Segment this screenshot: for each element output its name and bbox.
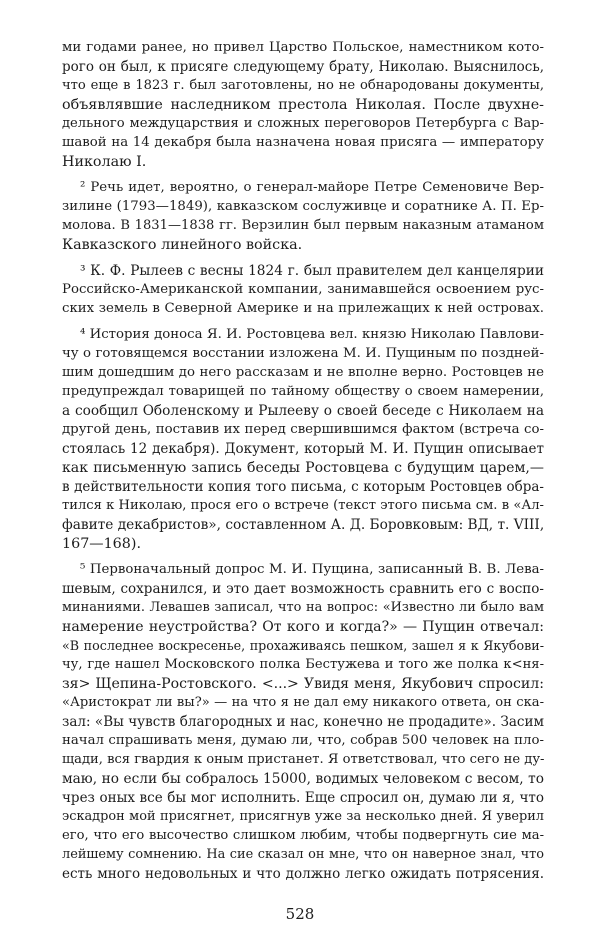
text-line: шим дошедшим до него рассказам и не вполне верно. Ростовцев не [62, 365, 544, 380]
text-line: молова. В 1831—1838 гг. Верзилин был первым наказным атаманом [62, 218, 544, 233]
page-number: 528 [285, 905, 315, 923]
text-line: фавите декабристов», составленном А. Д. Боровковым: ВД, т. VIII, [62, 517, 545, 533]
text-line: «В последнее воскресенье, прохаживаясь пешком, зашел я к Якубови- [62, 638, 544, 653]
text-line: лейшему сомнению. На сие сказал он мне, что он наверное знал, что [62, 847, 544, 862]
text-line: объявлявшие наследником престола Николая. После двухне- [62, 97, 544, 113]
text-line: что еще в 1823 г. был заготовлены, но не обнародованы документы, [62, 78, 544, 93]
text-line: 167—168). [62, 536, 141, 552]
footnote-5-line: ⁵ Первоначальный допрос М. И. Пущина, записанный В. В. Лева- [80, 562, 544, 577]
text-line: стоялась 12 декабря). Документ, который М. И. Пущин описывает [62, 441, 544, 457]
text-line: зя> Щепина-Ростовского. <...> Увидя меня, Якубович спросил: [62, 676, 544, 692]
text-line: ских земель в Северной Америке и на прилежащих к ней островах. [62, 301, 544, 316]
text-line: зилине (1793—1849), кавказском сослуживце и соратнике А. П. Ер- [62, 199, 544, 214]
text-line: шевым, сохранился, и это дает возможность сравнить его с воспо- [62, 581, 544, 597]
text-line: чу о готовящемся восстании изложена М. И. Пущиным по поздней- [62, 346, 544, 361]
text-line: «Аристократ ли вы?» — на что я не дал ему никакого ответа, он ска- [62, 695, 544, 710]
text-line: а сообщил Оболенскому и Рылееву о своей беседе с Николаем на [62, 403, 544, 419]
text-line: щади, вся гвардия к оным пристанет. Я ответствовал, что сего не ду- [62, 752, 545, 767]
text-line: дельного междуцарствия и сложных переговоров Петербурга с Вар- [62, 116, 544, 131]
text-line: Российско-Американской компании, занимавшейся освоением рус- [62, 282, 544, 297]
text-line: Николаю I. [62, 154, 147, 170]
text-line: начал спрашивать меня, думаю ли, что, собрав 500 человек на пло- [62, 733, 544, 748]
text-line: эскадрон мой присягнет, присягнув уже за несколько дней. Я уверил [62, 809, 544, 824]
text-line: рого он был, к присяге следующему брату, Николаю. Выяснилось, [62, 59, 544, 75]
text-line: шавой на 14 декабря была назначена новая присяга — императору [62, 135, 544, 150]
text-line: как письменную запись беседы Ростовцева с будущим царем,— [62, 460, 544, 476]
text-line: минаниями. Левашев записал, что на вопрос: «Известно ли было вам [62, 600, 544, 615]
text-line: маю, но если бы собралось 15000, водимых человеком с весом, то [62, 771, 544, 787]
text-line: другой день, поставив их перед свершившимся фактом (встреча со- [62, 422, 544, 437]
text-line: его, что его высочество слишком любим, чтобы подвергнуть сие ма- [62, 828, 544, 843]
footnote-2-line: ² Речь идет, вероятно, о генерал-майоре Петре Семеновиче Вер- [80, 180, 544, 195]
text-line: тился к Николаю, прося его о встрече (текст этого письма см. в «Ал- [62, 498, 544, 513]
text-line: в действительности копия того письма, с которым Ростовцев обра- [62, 479, 544, 495]
text-line: зал: «Вы чувств благородных и нас, конечно не продадите». Засим [62, 714, 544, 730]
text-line: предупреждал товарищей по тайному обществу о своем намерении, [62, 384, 544, 399]
footnote-4-line: ⁴ История доноса Я. И. Ростовцева вел. князю Николаю Павлови- [80, 327, 544, 342]
footnote-3-line: ³ К. Ф. Рылеев с весны 1824 г. был правителем дел канцелярии [80, 263, 544, 279]
text-line: чу, где нашел Московского полка Бестужева и того же полка к<ня- [62, 657, 544, 672]
text-line: чрез оных все бы мог исполнить. Еще спросил он, думаю ли я, что [62, 790, 544, 806]
text-line: есть много недовольных и что должно легко ожидать потрясения. [62, 866, 544, 882]
text-line: Кавказского линейного войска. [62, 237, 303, 253]
text-line: намерение неустройства? От кого и когда?» — Пущин отвечал: [62, 619, 544, 635]
text-line: ми годами ранее, но привел Царство Польское, наместником кото- [62, 40, 544, 55]
